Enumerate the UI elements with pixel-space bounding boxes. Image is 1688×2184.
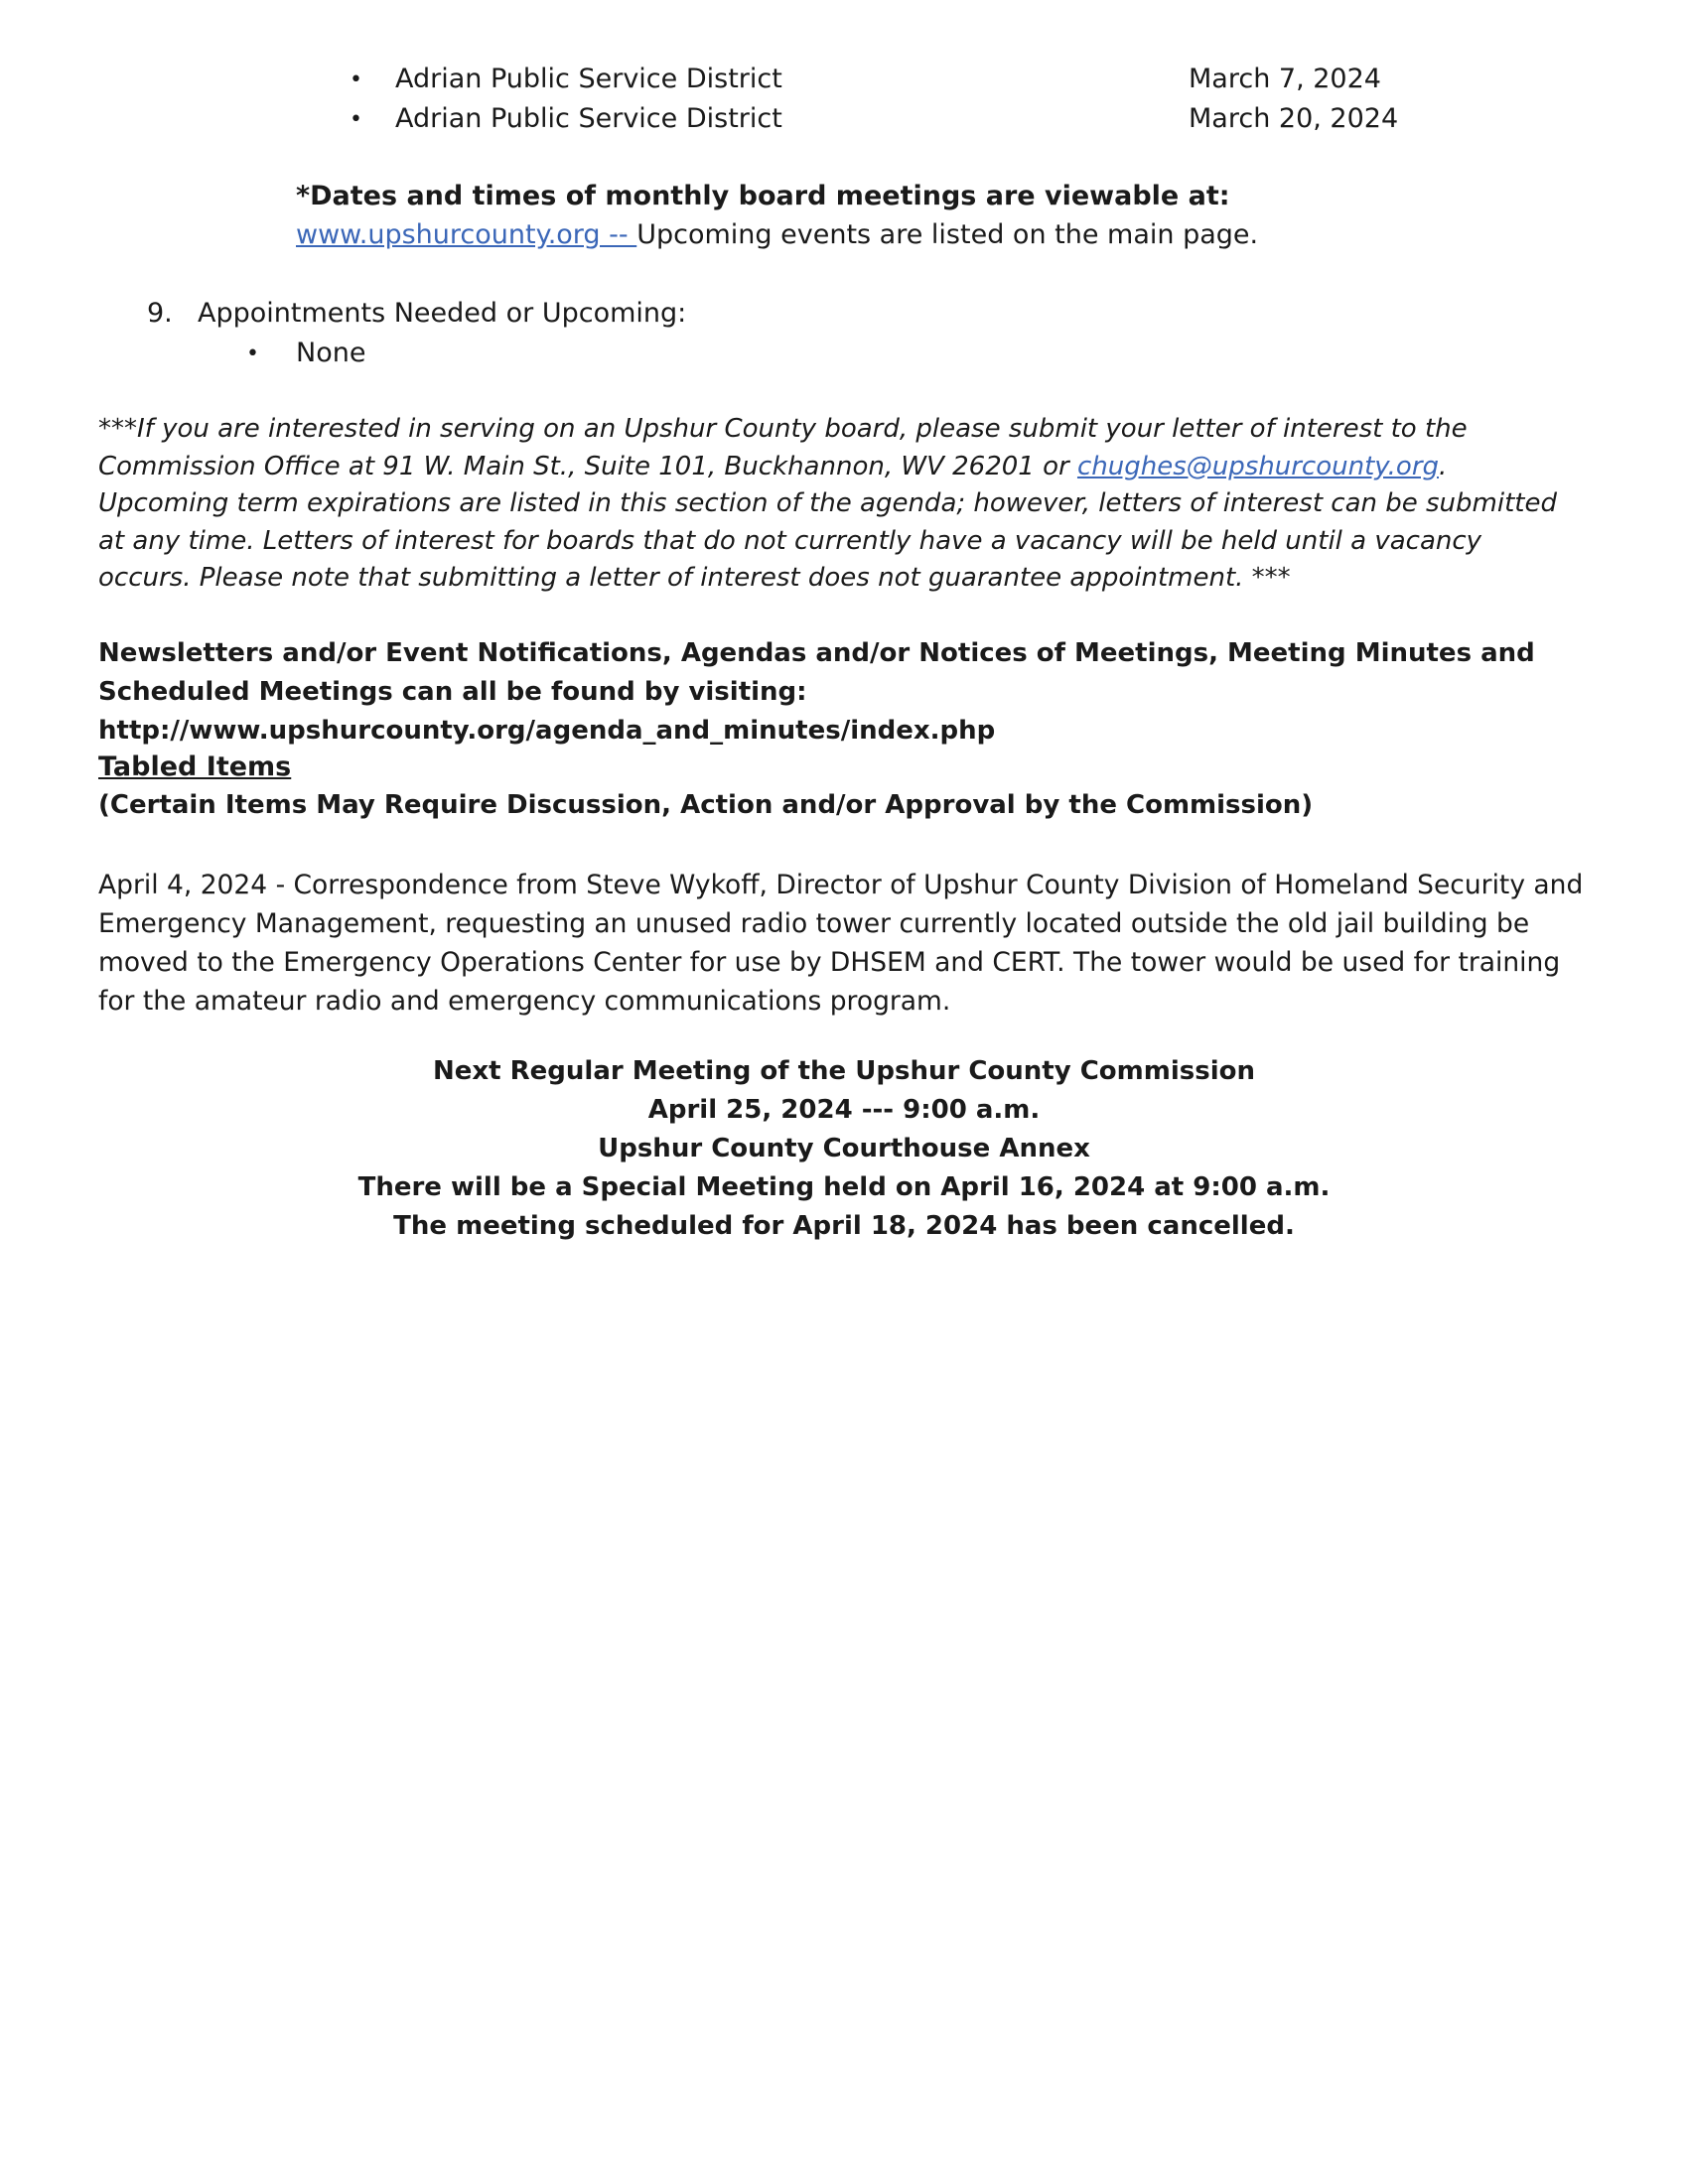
appointments-number: 9. xyxy=(147,298,173,329)
upshurcounty-link[interactable]: www.upshurcounty.org -- xyxy=(296,219,637,250)
next-meeting-date: April 25, 2024 --- 9:00 a.m. xyxy=(647,1095,1041,1125)
district-date: March 20, 2024 xyxy=(1189,103,1399,134)
bullet-marker: • xyxy=(350,107,362,132)
interest-prefix: ***If you are interested in serving on an Upshur County board, please submit your letter of interest to the Commission Office at 91 W. Main St., Suite 101, Buckhannon, WV 26201 or xyxy=(98,414,1468,481)
district-name: Adrian Public Service District xyxy=(395,64,782,94)
bullet-marker: • xyxy=(246,341,259,366)
next-meeting-location: Upshur County Courthouse Annex xyxy=(598,1134,1090,1163)
board-meetings-heading: *Dates and times of monthly board meetings are viewable at: xyxy=(296,181,1230,211)
special-meeting-note: There will be a Special Meeting held on April 16, 2024 at 9:00 a.m. xyxy=(357,1172,1331,1202)
appointments-item: None xyxy=(296,338,366,368)
interest-paragraph xyxy=(98,411,1568,598)
tabled-items-heading: Tabled Items xyxy=(98,751,292,782)
cancelled-meeting-note: The meeting scheduled for April 18, 2024 has been cancelled. xyxy=(393,1211,1295,1241)
district-date: March 7, 2024 xyxy=(1189,64,1381,94)
interest-suffix: . Upcoming term expirations are listed in this section of the agenda; however, letters of interest can be submitted at any time. Letters of interest for boards that do not currently have a vacancy will be held until a vacancy occurs. Please note that submitting a letter of interest does not guarantee appointment. *** xyxy=(98,451,1557,593)
newsletters-paragraph: Newsletters and/or Event Notifications, Agendas and/or Notices of Meetings, Meeting Minutes and Scheduled Meetings can all be found by visiting: http://www.upshurcounty.org/agenda_and_minutes/index.php xyxy=(98,638,1535,746)
email-link[interactable]: chughes@upshurcounty.org xyxy=(1076,451,1440,481)
appointments-label: Appointments Needed or Upcoming: xyxy=(198,298,687,329)
board-meetings-line xyxy=(296,219,1258,250)
next-meeting-title: Next Regular Meeting of the Upshur County Commission xyxy=(432,1056,1255,1086)
tabled-item-text: April 4, 2024 - Correspondence from Steve Wykoff, Director of Upshur County Division of Homeland Security and Emergency Management, requesting an unused radio tower currently located outside the old jail building be moved to the Emergency Operations Center for use by DHSEM and CERT. The tower would be used for training for the amateur radio and emergency communications program. xyxy=(98,870,1584,1017)
tabled-items-subheading: (Certain Items May Require Discussion, Action and/or Approval by the Commission) xyxy=(98,790,1314,820)
board-meetings-rest: Upcoming events are listed on the main page. xyxy=(636,219,1259,250)
district-name: Adrian Public Service District xyxy=(395,103,782,134)
bullet-marker: • xyxy=(350,68,362,92)
